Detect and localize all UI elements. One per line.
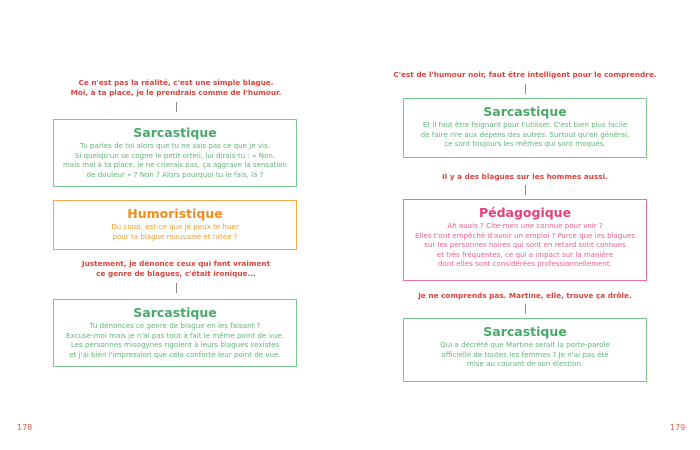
- response-text: Du coup, est-ce que je peux te huer pour ta blague mauvaise et ratée ?: [111, 222, 239, 241]
- connector-line: [176, 283, 177, 293]
- response-text: Et il faut être feignant pour l'utiliser. C'est bien plus facile de faire rire aux dépens des autres. Surtout qu'en général, ce sont toujours les mêmes qui sont moqués.: [420, 120, 630, 149]
- connector-line: [176, 102, 177, 112]
- quote-martine: Je ne comprends pas. Martine, elle, trouve ça drôle.: [418, 291, 632, 300]
- connector-line: [525, 304, 526, 314]
- response-type-title: Pédagogique: [478, 205, 572, 220]
- response-text: Ah ouais ? Cite-men une connue pour voir ? Elles t'ont empêché d'avoir un emploi ? Parce que les blagues sur les personnes noires qui sont en retard sont connues et très fréquentes, ce qui a impact sur la manière dont elles sont considérées professionnellement.: [415, 221, 635, 269]
- response-box-sarcastic: [53, 119, 297, 187]
- response-box-sarcastic: [53, 299, 297, 367]
- right-page: [350, 0, 700, 450]
- response-text: Tu parles de toi alors que tu ne sais pas ce que je vis. Si quelqu'un se cogne le petit orteil, lui dirais-tu : « Non, mais moi à ta place, je ne crierais pas, ça aggrave la sensation de douleur » ? Non ? Alors pourquoi tu le fais, là ?: [62, 141, 288, 179]
- response-box-pedagogical: [403, 199, 647, 281]
- response-box-sarcastic: [403, 98, 647, 158]
- response-text: Tu dénonces ce genre de blague en les faisant ? Excuse-moi mais je n'ai pas tout à fait le même point de vue. Les personnes misogynes rigolent à leurs blagues sexistes et j'ai bien l'impression que cela conforte leur point de vue.: [66, 321, 284, 359]
- connector-line: [525, 84, 526, 94]
- quote-dark-humor: C'est de l'humour noir, faut être intelligent pour le comprendre.: [393, 70, 657, 79]
- response-box-sarcastic: [403, 318, 647, 382]
- response-box-humorous: [53, 200, 297, 250]
- response-text: Qui a décrété que Martine serait la porte-parole officielle de toutes les femmes ? Je n'ai pas été mise au courant de son élection.: [440, 340, 610, 369]
- page-number: 178: [17, 423, 33, 432]
- quote-reality-joke: Ce n'est pas la réalité, c'est une simple blague. Moi, à ta place, je le prendrais comme de l'humour.: [70, 78, 282, 97]
- connector-line: [525, 185, 526, 195]
- response-type-title: Sarcastique: [133, 305, 217, 320]
- response-type-title: Sarcastique: [133, 125, 217, 140]
- quote-ironic: Justement, je dénonce ceux qui font vraiment ce genre de blagues, c'était ironique...: [81, 259, 271, 278]
- response-type-title: Sarcastique: [483, 104, 567, 119]
- quote-jokes-about-men: Il y a des blagues sur les hommes aussi.: [442, 172, 608, 181]
- page-number: 179: [670, 423, 686, 432]
- response-type-title: Sarcastique: [483, 324, 567, 339]
- response-type-title: Humoristique: [127, 206, 223, 221]
